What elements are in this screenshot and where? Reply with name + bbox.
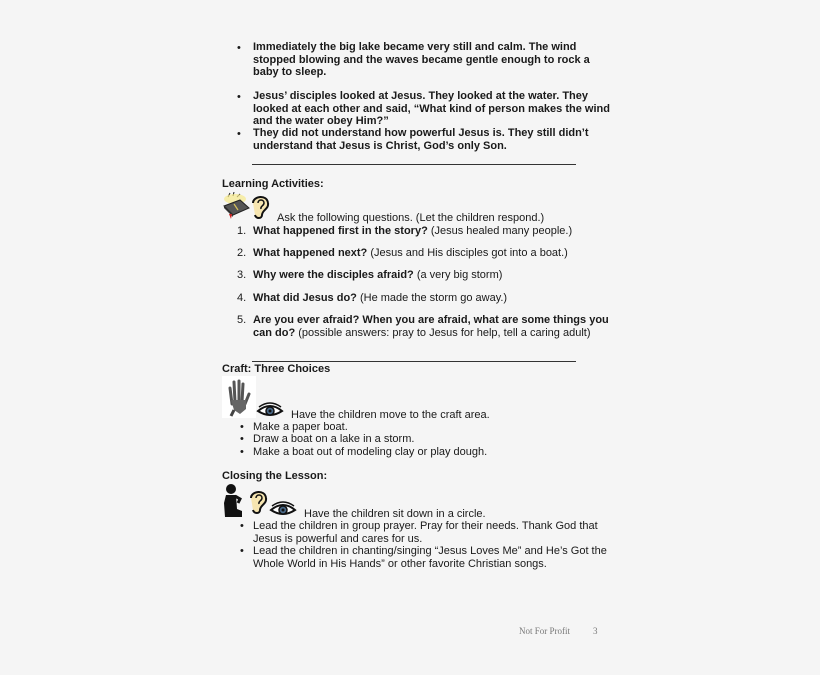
bible-icon — [222, 192, 250, 220]
eye-icon — [256, 402, 284, 418]
bullet-marker: • — [240, 446, 244, 458]
story-bullet-1 — [253, 41, 590, 79]
hand-icon — [222, 376, 256, 418]
bullet-marker: • — [237, 128, 241, 140]
question-text: What did Jesus do? — [253, 292, 357, 304]
question-text: Are you ever afraid? When you are afraid, what are some things you — [253, 314, 609, 326]
section-heading-craft: Craft: Three Choices — [222, 363, 331, 375]
page-number: 3 — [593, 626, 598, 636]
text-line: Whole World in His Hands” or other favorite Christian songs. — [253, 557, 547, 570]
answer-text: (possible answers: pray to Jesus for help, tell a caring adult) — [295, 326, 591, 339]
ear-icon — [247, 488, 269, 515]
answer-text: (Jesus and His disciples got into a boat.) — [367, 247, 568, 259]
learning-intro: Ask the following questions. (Let the children respond.) — [277, 212, 545, 224]
bullet-marker: • — [240, 421, 244, 433]
list-number: 5. — [237, 314, 247, 326]
craft-item-3: Make a boat out of modeling clay or play dough. — [253, 446, 488, 458]
question-text: What happened first in the story? — [253, 225, 428, 237]
footer-label: Not For Profit — [519, 626, 571, 636]
divider-rule — [252, 361, 576, 362]
bullet-marker: • — [237, 42, 241, 54]
craft-item-2: Draw a boat on a lake in a storm. — [253, 433, 415, 445]
divider-rule — [252, 164, 576, 165]
story-bullet-2 — [253, 90, 610, 128]
story-bullet-3 — [253, 127, 589, 152]
text-line: Jesus is powerful and cares for us. — [253, 532, 423, 545]
answer-text: (Jesus healed many people.) — [427, 225, 573, 237]
bullet-marker: • — [240, 433, 244, 445]
text-line: Jesus’ disciples looked at Jesus. They looked at the water. They — [253, 90, 589, 102]
question-5 — [253, 314, 609, 339]
text-line: understand that Jesus is Christ, God’s only Son. — [253, 139, 507, 152]
praying-child-icon — [222, 483, 244, 519]
text-line: They did not understand how powerful Jesus is. They still didn’t — [253, 127, 589, 139]
list-number: 2. — [237, 247, 247, 259]
closing-intro: Have the children sit down in a circle. — [304, 508, 486, 520]
text-line: Lead the children in group prayer. Pray for their needs. Thank God that — [253, 520, 598, 532]
question-4 — [253, 292, 507, 305]
text-line: looked at each other and said, “What kind of person makes the wind — [253, 102, 610, 115]
closing-item-2 — [253, 545, 607, 570]
ear-icon — [249, 193, 271, 220]
section-heading-closing: Closing the Lesson: — [222, 470, 328, 482]
eye-icon — [269, 501, 297, 517]
text-line: and the water obey Him?” — [253, 115, 389, 127]
closing-item-1 — [253, 520, 598, 545]
text-line: Lead the children in chanting/singing “Jesus Loves Me” and He’s Got the — [253, 545, 607, 557]
list-number: 4. — [237, 292, 247, 304]
text-line: stopped blowing and the waves became gentle enough to rock a — [253, 53, 590, 66]
craft-item-1: Make a paper boat. — [253, 421, 348, 433]
craft-intro: Have the children move to the craft area. — [291, 409, 490, 421]
list-number: 3. — [237, 269, 247, 281]
question-2 — [253, 247, 568, 260]
bullet-marker: • — [237, 91, 241, 103]
bullet-marker: • — [240, 520, 244, 532]
bullet-marker: • — [240, 545, 244, 557]
question-1 — [253, 225, 572, 238]
question-text: can do? — [253, 326, 296, 339]
answer-text: (a very big storm) — [413, 269, 503, 281]
list-number: 1. — [237, 225, 247, 237]
question-text: Why were the disciples afraid? — [253, 269, 414, 281]
answer-text: (He made the storm go away.) — [356, 292, 508, 304]
question-3 — [253, 269, 502, 282]
text-line: Immediately the big lake became very still and calm. The wind — [253, 41, 577, 53]
question-text: What happened next? — [253, 247, 368, 259]
section-heading-learning: Learning Activities: — [222, 178, 324, 190]
text-line: baby to sleep. — [253, 66, 327, 78]
